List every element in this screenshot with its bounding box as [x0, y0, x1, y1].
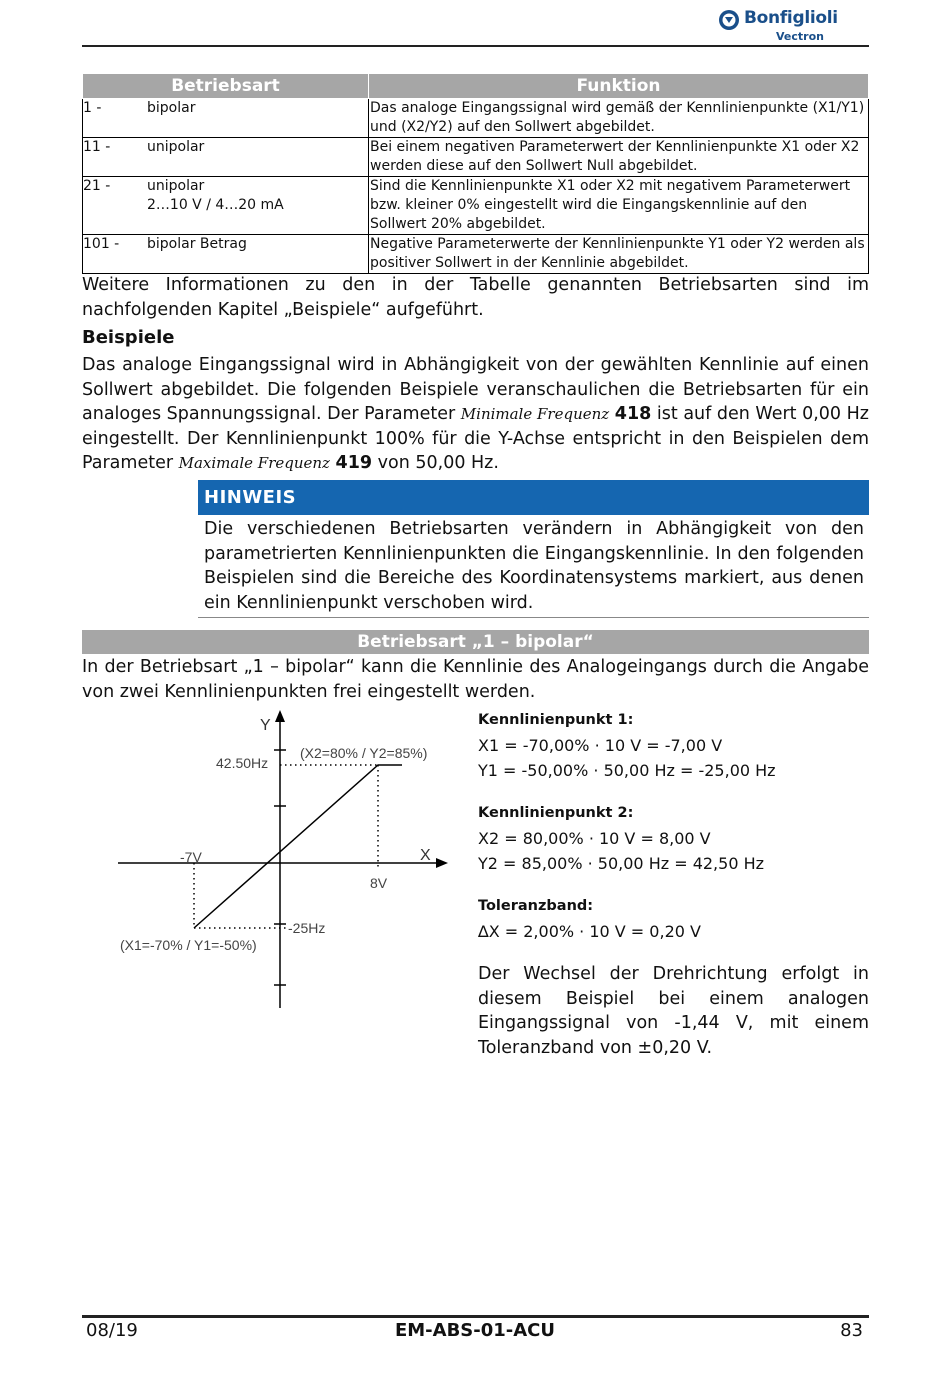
footer-page-number: 83 — [840, 1320, 863, 1341]
brand-subname: Vectron — [776, 30, 824, 43]
table-row — [83, 138, 869, 177]
section-title: Betriebsart „1 – bipolar“ — [82, 630, 869, 654]
hinweis-rule — [198, 617, 869, 618]
mode-number: 1 - — [83, 100, 102, 116]
label-y2: 42.50Hz — [216, 755, 269, 771]
col-header-function: Funktion — [369, 74, 869, 99]
mode-function: Negative Parameterwerte der Kennlinienpunkte Y1 oder Y2 werden als positiver Sollwert in der Kennlinie abgebildet. — [369, 235, 869, 274]
mode-number: 101 - — [83, 236, 120, 252]
kp2-x: X2 = 80,00% · 10 V = 8,00 V — [478, 829, 711, 848]
mode-name: bipolar — [147, 100, 196, 116]
label-y1: -25Hz — [288, 920, 326, 936]
kp1-y: Y1 = -50,00% · 50,00 Hz = -25,00 Hz — [478, 761, 776, 780]
mode-function: Sind die Kennlinienpunkte X1 oder X2 mit negativem Parameterwert bzw. kleiner 0% eingestellt wird die Eingangskennlinie auf den Sollwert 20% abgebildet. — [369, 177, 869, 235]
characteristic-diagram — [110, 708, 470, 1018]
mode-name: unipolar — [147, 139, 205, 155]
footer-date: 08/19 — [86, 1320, 138, 1341]
col-header-mode: Betriebsart — [83, 74, 369, 99]
table-row — [83, 235, 869, 274]
point-2-block — [478, 799, 869, 876]
examples-text-2: ist auf den Wert 0,00 Hz eingestellt. Der Kennlinienpunkt 100% für die Y-Achse entspricht in den Beispielen dem Parameter — [82, 404, 869, 473]
param-max-freq: Maximale Frequenz — [178, 454, 330, 472]
kp2-title: Kennlinienpunkt 2: — [478, 805, 634, 821]
param-min-freq: Minimale Frequenz — [460, 405, 610, 423]
label-x1: -7V — [180, 849, 202, 865]
kp1-title: Kennlinienpunkt 1: — [478, 712, 634, 728]
mode-name: unipolar — [147, 178, 205, 194]
table-row — [83, 177, 869, 235]
x-axis-arrow — [436, 858, 448, 868]
footer-doc-id: EM-ABS-01-ACU — [394, 1320, 556, 1341]
param-max-freq-number: 419 — [335, 453, 373, 473]
mode-name-detail: 2…10 V / 4…20 mA — [147, 197, 284, 213]
header-rule — [82, 45, 869, 47]
examples-heading: Beispiele — [82, 327, 175, 348]
examples-text-1: Das analoge Eingangssignal wird in Abhängigkeit von der gewählten Kennlinie auf einen Sollwert abgebildet. Die folgenden Beispiele veranschaulichen die Betriebsarten für ein analoges Spannungssignal. Der Parameter — [82, 355, 869, 424]
characteristic-line — [194, 765, 402, 928]
footer-rule — [82, 1315, 869, 1318]
label-x2: 8V — [370, 875, 388, 891]
table-row — [83, 99, 869, 138]
mode-function: Bei einem negativen Parameterwert der Kennlinienpunkte X1 oder X2 werden diese auf den Sollwert Null abgebildet. — [369, 138, 869, 177]
kp1-x: X1 = -70,00% · 10 V = -7,00 V — [478, 736, 723, 755]
tol-title: Toleranzband: — [478, 898, 594, 914]
examples-text-3: von 50,00 Hz. — [377, 453, 499, 473]
label-point-2: (X2=80% / Y2=85%) — [300, 745, 428, 761]
y-axis-arrow — [275, 710, 285, 722]
modes-table — [82, 73, 869, 274]
section-paragraph: In der Betriebsart „1 – bipolar“ kann die Kennlinie des Analogeingangs durch die Angabe von zwei Kennlinienpunkten frei eingestellt werden. — [82, 657, 869, 702]
brand-name: Bonfiglioli — [744, 8, 838, 28]
mode-name: bipolar Betrag — [147, 236, 247, 252]
mode-number: 21 - — [83, 178, 111, 194]
hinweis-title: HINWEIS — [198, 480, 869, 515]
tolerance-block — [478, 892, 869, 944]
direction-change-note: Der Wechsel der Drehrichtung erfolgt in diesem Beispiel bei einem analogen Eingangssignal von -1,44 V, mit einem Toleranzband von ±0,20 V. — [478, 964, 869, 1058]
tol-value: ∆X = 2,00% · 10 V = 0,20 V — [478, 922, 701, 941]
kp2-y: Y2 = 85,00% · 50,00 Hz = 42,50 Hz — [478, 854, 765, 873]
intro-paragraph: Weitere Informationen zu den in der Tabelle genannten Betriebsarten sind im nachfolgenden Kapitel „Beispiele“ aufgeführt. — [82, 275, 869, 320]
point-1-block — [478, 706, 869, 783]
x-axis-label: X — [420, 847, 431, 864]
hinweis-text: Die verschiedenen Betriebsarten verändern in Abhängigkeit von den parametrierten Kennlinienpunkten die Eingangskennlinie. In den folgenden Beispielen sind die Bereiche des Koordinatensystems markiert, aus denen ein Kennlinienpunkt verschoben wird. — [204, 519, 864, 613]
brand-logo — [718, 8, 868, 48]
param-min-freq-number: 418 — [614, 404, 652, 424]
mode-number: 11 - — [83, 139, 111, 155]
y-axis-label: Y — [260, 717, 271, 734]
bonfiglioli-logo-icon — [718, 9, 740, 31]
examples-paragraph — [82, 353, 869, 476]
label-point-1: (X1=-70% / Y1=-50%) — [120, 937, 257, 953]
mode-function: Das analoge Eingangssignal wird gemäß der Kennlinienpunkte (X1/Y1) und (X2/Y2) auf den Sollwert abgebildet. — [369, 99, 869, 138]
